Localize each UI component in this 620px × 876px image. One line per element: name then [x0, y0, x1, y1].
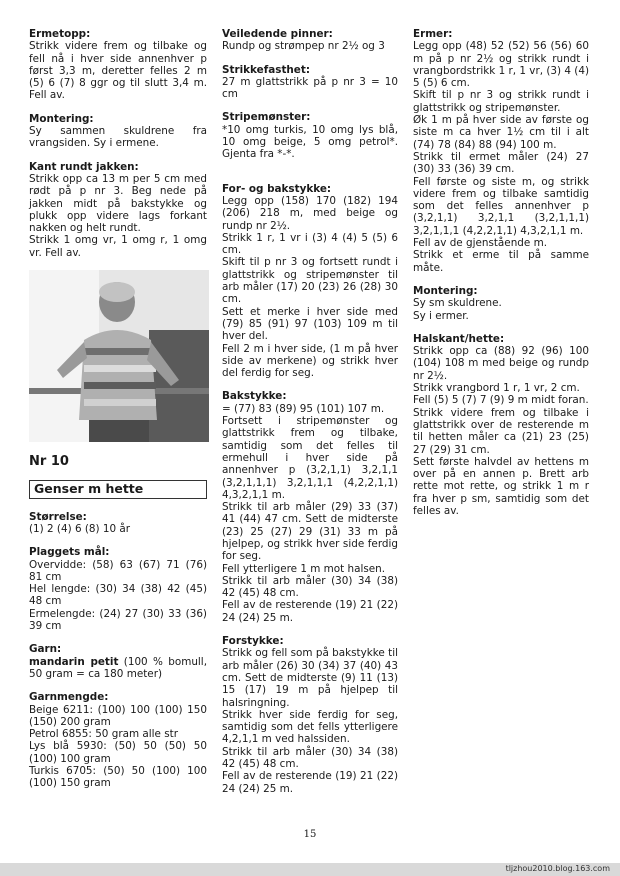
watermark: tljzhou2010.blog.163.com: [505, 864, 610, 873]
yarn-name: mandarin petit: [29, 655, 119, 668]
section-line: Sett første halvdel av hettens m over på en annen p. Brett arb rette mot rette, og strikk 1 m r fra hver p sm, samtidig som det felles av.: [413, 455, 589, 517]
section-line: Sy i ermer.: [413, 309, 469, 322]
section-line: Strikk til arb måler (30) 34 (38) 42 (45) 48 cm.: [222, 745, 398, 771]
section-text: *10 omg turkis, 10 omg lys blå, 10 omg beige, 5 omg petrol*. Gjenta fra *-*.: [222, 123, 398, 161]
section-heading: Veiledende pinner:: [222, 28, 333, 40]
section-strikkefasthet: [222, 64, 398, 101]
section-text: Strikk videre frem og tilbake og fell nå i hver side annenhver p først 3,3 m, deretter felles 2 m (5) 6 (7) 8 ggr og til slutt 3,4 m. Fell av.: [29, 40, 207, 102]
child-photo: [29, 270, 209, 442]
section-heading: Kant rundt jakken:: [29, 160, 139, 173]
section-line: Fell av de resterende (19) 21 (22) 24 (24) 25 m.: [222, 770, 398, 795]
section-line: Skift til p nr 3 og strikk rundt i glattstrikk og stripemønster.: [413, 89, 589, 114]
section-line: Fortsett i stripemønster og glattstrikk frem og tilbake, samtidig som det felles til ermehull i hver side på annenhver p (3,2,1,1) 3,2,1,1 (3,2,1,1,1) 3,2,1,1,1 (4,2,2,1,1) 4,3,2,1,1 m.: [222, 415, 398, 501]
section-text: Rundp og strømpep nr 2½ og 3: [222, 40, 385, 53]
section-garn: [29, 643, 207, 680]
section-line: Skift til p nr 3 og fortsett rundt i glattstrikk og stripemønster til arb måler (17) 20 (23) 26 (28) 30 cm.: [222, 256, 398, 306]
child-photo-illustration: [29, 270, 209, 442]
section-heading: Ermetopp:: [29, 28, 91, 40]
section-heading: Forstykke:: [222, 635, 284, 648]
section-line: Legg opp (48) 52 (52) 56 (56) 60 m på p nr 2½ og strikk rundt i vrangbordstrikk 1 r, 1 vr, (3) 4 (4) 5 (5) 6 cm.: [413, 40, 589, 90]
section-heading: Garn:: [29, 643, 62, 656]
yarn-details: (100 % bomull, 50 gram = ca 180 meter): [29, 655, 207, 680]
section-line: Strikk vrangbord 1 r, 1 vr, 2 cm.: [413, 382, 580, 395]
section-plaggets-mal: [29, 546, 207, 632]
section-storrelse: [29, 511, 207, 536]
section-line: Strikk og fell som på bakstykke til arb måler (26) 30 (34) 37 (40) 43 cm. Sett de midterste (9) 11 (13) 15 (17) 19 m på hjelpep til halsringning.: [222, 647, 398, 709]
section-garnmengde: [29, 691, 207, 789]
section-line: Beige 6211: (100) 100 (100) 150 (150) 200 gram: [29, 703, 207, 728]
pattern-number: Nr 10: [29, 454, 69, 470]
page-number: 15: [303, 829, 317, 840]
section-pinner: [222, 28, 398, 53]
section-text: Strikk opp ca 13 m per 5 cm med rødt på p nr 3. Beg nede på jakken midt på bakstykke og plukk opp videre lags forkant nakken og helt rundt.: [29, 172, 207, 235]
section-heading: Stripemønster:: [222, 111, 311, 124]
section-line: Strikk videre frem og tilbake i glattstrikk over de resterende m til hetten måler ca (21) 23 (25) 27 (29) 31 cm.: [413, 406, 589, 456]
footer-bar: [0, 863, 620, 876]
section-line: Fell 2 m i hver side, (1 m på hver side av merkene) og strikk hver del ferdig for seg.: [222, 342, 398, 380]
section-line: Sett et merke i hver side med (79) 85 (91) 97 (103) 109 m til hver del.: [222, 305, 398, 343]
section-line: Strikk et erme til på samme måte.: [413, 249, 589, 274]
section-kant: [29, 161, 207, 259]
section-bakstykke: [222, 390, 398, 624]
section-halskant-hette: [413, 333, 589, 517]
section-line: Strikk til ermet måler (24) 27 (30) 33 (36) 39 cm.: [413, 150, 589, 176]
section-line: = (77) 83 (89) 95 (101) 107 m.: [222, 402, 385, 415]
section-ermer: [413, 28, 589, 274]
section-text: (1) 2 (4) 6 (8) 10 år: [29, 522, 131, 535]
section-line: Fell første og siste m, og strikk videre frem og tilbake samtidig som det felles annenhver p (3,2,1,1) 3,2,1,1 (3,2,1,1,1) 3,2,1,1,1 (4,2,2,1,1) 4,3,2,1,1 m.: [413, 175, 589, 237]
section-montering: [29, 113, 207, 150]
section-forstykke: [222, 635, 398, 795]
section-line: Øk 1 m på hver side av første og siste m ca hver 1½ cm til i alt (74) 78 (84) 88 (94) 100 m.: [413, 114, 589, 151]
section-heading: Garnmengde:: [29, 691, 109, 704]
section-line: Ermelengde: (24) 27 (30) 33 (36) 39 cm: [29, 607, 207, 633]
section-line: Fell av de resterende (19) 21 (22) 24 (24) 25 m.: [222, 599, 398, 624]
section-line: Strikk opp ca (88) 92 (96) 100 (104) 108 m med beige og rundp nr 2½.: [413, 345, 589, 382]
section-line: Overvidde: (58) 63 (67) 71 (76) 81 cm: [29, 558, 207, 583]
section-text: Sy sammen skuldrene fra vrangsiden. Sy i ermene.: [29, 125, 207, 150]
section-line: Fell av de gjenstående m.: [413, 237, 547, 250]
column-1: [29, 28, 207, 801]
section-line: Strikk 1 r, 1 vr i (3) 4 (4) 5 (5) 6 cm.: [222, 231, 398, 257]
section-for-og-bakstykke: [222, 183, 398, 380]
section-heading: Montering:: [413, 284, 478, 297]
section-ermetopp: [29, 28, 207, 102]
section-line: Lys blå 5930: (50) 50 (50) 50 (100) 100 gram: [29, 740, 207, 765]
section-text: Strikk 1 omg vr, 1 omg r, 1 omg vr. Fell av.: [29, 234, 207, 259]
section-heading: Montering:: [29, 112, 94, 125]
section-line: Fell ytterligere 1 m mot halsen.: [222, 562, 386, 575]
section-line: Strikk til arb måler (30) 34 (38) 42 (45) 48 cm.: [222, 574, 398, 600]
section-line: Strikk til arb måler (29) 33 (37) 41 (44) 47 cm. Sett de midterste (23) 25 (27) 29 (31) 33 m på hjelpep, og strikk hver side ferdig for seg.: [222, 501, 398, 563]
section-heading: Størrelse:: [29, 510, 87, 523]
section-line: Sy sm skuldrene.: [413, 297, 502, 310]
column-3: [413, 28, 589, 528]
section-line: Turkis 6705: (50) 50 (100) 100 (100) 150 gram: [29, 764, 207, 790]
section-heading: Bakstykke:: [222, 390, 287, 403]
section-line: Fell (5) 5 (7) 7 (9) 9 m midt foran.: [413, 394, 589, 407]
section-line: Petrol 6855: 50 gram alle str: [29, 728, 178, 741]
section-heading: Ermer:: [413, 28, 453, 40]
section-line: Hel lengde: (30) 34 (38) 42 (45) 48 cm: [29, 583, 207, 608]
section-line: Strikk hver side ferdig for seg, samtidig som det fells ytterligere 4,2,1,1 m ved halssiden.: [222, 708, 398, 746]
column-2: [222, 28, 398, 806]
section-line: Legg opp (158) 170 (182) 194 (206) 218 m, med beige og rundp nr 2½.: [222, 194, 398, 232]
pattern-title: Genser m hette: [29, 480, 207, 498]
section-text: [29, 656, 207, 681]
section-heading: For- og bakstykke:: [222, 182, 332, 195]
section-montering-2: [413, 285, 589, 322]
section-heading: Strikkefasthet:: [222, 63, 310, 76]
section-stripemonster: [222, 111, 398, 160]
section-heading: Halskant/hette:: [413, 332, 505, 345]
section-heading: Plaggets mål:: [29, 546, 110, 559]
section-text: 27 m glattstrikk på p nr 3 = 10 cm: [222, 75, 398, 101]
